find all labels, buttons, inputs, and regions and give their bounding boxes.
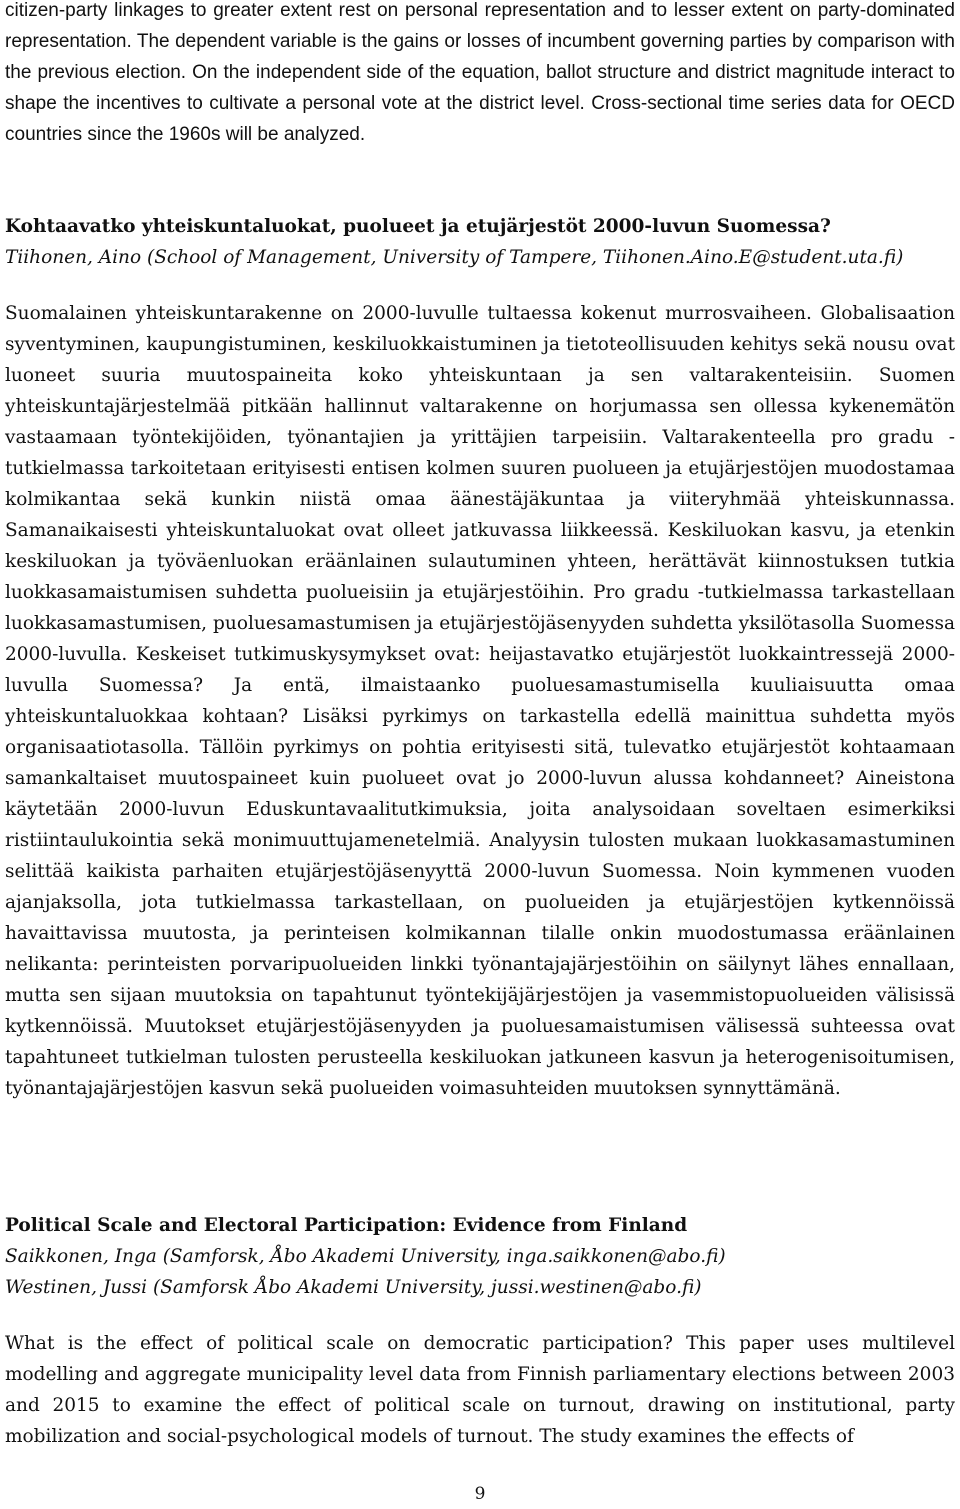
abstract-tiihonen [5,211,955,1104]
abstract-saikkonen-westinen [5,1210,955,1452]
abstract-paragraph: What is the effect of political scale on democratic participation? This paper uses multilevel modelling and aggregate municipality level data from Finnish parliamentary elections between 2003 and 2015 to examine the effect of political scale on turnout, drawing on institutional, party mobilization and social-psychological models of turnout. The study examines the effects of [5,1333,955,1447]
author-line: Westinen, Jussi (Samforsk Åbo Akademi University, jussi.westinen@abo.fi) [5,1277,702,1298]
abstract-continued [5,0,955,150]
page-number: 9 [474,1484,486,1504]
abstract-paragraph: Suomalainen yhteiskuntarakenne on 2000-luvulle tultaessa kokenut murrosvaiheen. Globalisaation syventyminen, kaupungistuminen, keskiluokkaistuminen ja tietoteollisuuden kehitys sekä nousu ovat luoneet suuria muutospaineita koko yhteiskuntaan ja sen valtarakenteisiin. Suomen yhteiskuntajärjestelmää pitkään hallinnut valtarakenne on horjumassa sen ollessa kykenemätön vastaamaan työntekijöiden, työnantajien ja yrittäjien tarpeisiin. Valtarakenteella pro gradu -tutkielmassa tarkoitetaan erityisesti entisen kolmen suuren puolueen ja etujärjestöjen muodostamaa kolmikantaa sekä kunkin niistä omaa äänestäjäkuntaa ja viiteryhmää yhteiskunnassa. Samanaikaisesti yhteiskuntaluokat ovat olleet jatkuvassa liikkeessä. Keskiluokan kasvu, ja etenkin keskiluokan ja työväenluokan eräänlainen sulautuminen yhteen, herättävät kiinnostuksen tutkia luokkasamaistumisen suhdetta puolueisiin ja etujärjestöihin. Pro gradu -tutkielmassa tarkastellaan luokkasamastumisen, puoluesamastumisen ja etujärjestöjäsenyyden suhdetta yksilötasolla Suomessa 2000-luvulla. Keskeiset tutkimuskysymykset ovat: heijastavatko etujärjestöt luokkaintressejä 2000-luvulla Suomessa? Ja entä, ilmaistaanko puoluesamastumisella kuuliaisuutta omaa yhteiskuntaluokkaa kohtaan? Lisäksi pyrkimys on tarkastella edellä mainittua suhdetta myös organisaatiotasolla. Tällöin pyrkimys on pohtia erityisesti sitä, tulevatko etujärjestöt kohtaamaan samankaltaiset muutospaineet kuin puolueet ovat jo 2000-luvun alussa kohdanneet? Aineistona käytetään 2000-luvun Eduskuntavaalitutkimuksia, joita analysoidaan soveltaen esimerkiksi ristiintaulukointia sekä monimuuttujamenetelmiä. Analyysin tulosten mukaan luokkasamastuminen selittää kaikista parhaiten etujärjestöjäsenyyttä 2000-luvun Suomessa. Noin kymmenen vuoden ajanjaksolla, jota tutkielmassa tarkastellaan, on puolueiden ja etujärjestöjen kytkennöissä havaittavissa muutosta, ja perinteisen kolmikannan tilalle onkin muodostumassa eräänlainen nelikanta: perinteisten porvaripuolueiden linkki työnantajajärjestöihin on säilynyt lähes ennallaan, mutta sen sijaan muutoksia on tapahtunut työntekijäjärjestöjen ja vasemmistopuolueiden välisissä kytkennöissä. Muutokset etujärjestöjäsenyyden ja puoluesamaistumisen välisessä suhteessa ovat tapahtuneet tutkielman tulosten perusteella keskiluokan jatkuneen kasvun ja heterogenisoitumisen, työnantajajärjestöjen kasvun sekä puolueiden voimasuhteiden muutoksen synnyttämänä. [5,303,955,1099]
author-line: Tiihonen, Aino (School of Management, University of Tampere, Tiihonen.Aino.E@student.uta.fi) [5,247,904,268]
abstract-paragraph: citizen-party linkages to greater extent rest on personal representation and to lesser extent on party-dominated representation. The dependent variable is the gains or losses of incumbent governing parties by comparison with the previous election. On the independent side of the equation, ballot structure and district magnitude interact to shape the incentives to cultivate a personal vote at the district level. Cross-sectional time series data for OECD countries since the 1960s will be analyzed. [5,0,955,145]
spacer [5,273,955,298]
spacer [5,1303,955,1328]
abstract-title: Kohtaavatko yhteiskuntaluokat, puolueet ja etujärjestöt 2000-luvun Suomessa? [5,216,831,237]
abstract-title: Political Scale and Electoral Participation: Evidence from Finland [5,1215,688,1236]
author-line: Saikkonen, Inga (Samforsk, Åbo Akademi University, inga.saikkonen@abo.fi) [5,1246,726,1267]
